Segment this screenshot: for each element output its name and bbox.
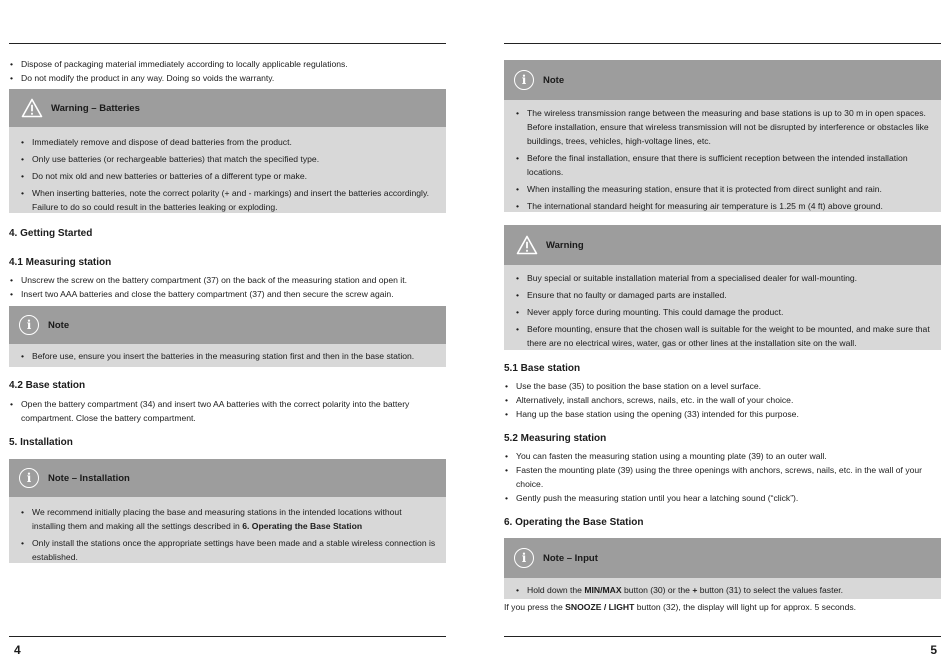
list-item: • Use the base (35) to position the base station on a level surface.	[504, 379, 941, 393]
section-heading: 5.2 Measuring station	[504, 433, 607, 444]
measuring-station-mount-list	[504, 449, 941, 505]
section-heading: 4.1 Measuring station	[9, 257, 112, 268]
warning-batteries-header	[9, 89, 446, 127]
list-item: • When inserting batteries, note the correct polarity (+ and - markings) and insert the batteries accordingly. Failure to do so could result in the batteries leaking or exploding.	[20, 186, 436, 214]
list-item: • Do not modify the product in any way. Doing so voids the warranty.	[9, 71, 446, 85]
page-number: 5	[930, 643, 937, 657]
note-list	[20, 349, 436, 366]
list-item: • Alternatively, install anchors, screws, nails, etc. in the wall of your choice.	[504, 393, 941, 407]
list-item: • Fasten the mounting plate (39) using the three openings with anchors, screws, nails, etc. in the wall of your choice.	[504, 463, 941, 491]
list-item: • Only install the stations once the appropriate settings have been made and a stable wireless connection is established.	[20, 536, 436, 564]
warning-triangle-icon	[21, 98, 43, 118]
note-input-list	[515, 583, 931, 600]
list-item: • Never apply force during mounting. This could damage the product.	[515, 305, 931, 319]
section-heading: 4. Getting Started	[9, 228, 93, 239]
bottom-rule	[9, 636, 446, 637]
list-item: • The wireless transmission range between the measuring and base stations is up to 30 m in open spaces. Before installation, ensure that wireless transmission will not be disrupted by interference or obstacles like buildings, trees, vehicles, high-voltage lines, etc.	[515, 106, 931, 148]
base-station-list	[9, 397, 446, 425]
measuring-station-list	[9, 273, 446, 301]
note-installation-list	[20, 505, 436, 567]
list-item: • Do not mix old and new batteries or batteries of a different type or make.	[20, 169, 436, 183]
list-item: • When installing the measuring station, ensure that it is protected from direct sunlight and rain.	[515, 182, 931, 196]
snooze-light-paragraph: If you press the SNOOZE / LIGHT button (32), the display will light up for approx. 5 seconds.	[504, 602, 857, 612]
section-heading: 4.2 Base station	[9, 380, 86, 391]
list-item: • Hang up the base station using the opening (33) intended for this purpose.	[504, 407, 941, 421]
page-number: 4	[14, 643, 21, 657]
box-title: Note – Installation	[48, 472, 130, 484]
list-item: • You can fasten the measuring station using a mounting plate (39) to an outer wall.	[504, 449, 941, 463]
section-heading: 5.1 Base station	[504, 363, 581, 374]
warning-mounting-body	[504, 265, 941, 350]
top-rule	[9, 43, 446, 44]
list-item: • Dispose of packaging material immediately according to locally applicable regulations.	[9, 57, 446, 71]
list-item: • Open the battery compartment (34) and insert two AA batteries with the correct polarity into the battery compartment. Close the battery compartment.	[9, 397, 446, 425]
list-item: • Insert two AAA batteries and close the battery compartment (37) and then secure the screw again.	[9, 287, 446, 301]
note-transmission-header	[504, 60, 941, 100]
warning-batteries-body	[9, 127, 446, 213]
right-page	[504, 0, 941, 670]
warning-mounting-list	[515, 271, 931, 353]
box-title: Note	[48, 319, 70, 331]
list-item: • Before the final installation, ensure that there is sufficient reception between the intended installation locations.	[515, 151, 931, 179]
base-station-mount-list	[504, 379, 941, 421]
box-title: Note – Input	[543, 552, 598, 564]
box-title: Warning – Batteries	[51, 102, 140, 114]
list-item: • Unscrew the screw on the battery compartment (37) on the back of the measuring station and open it.	[9, 273, 446, 287]
intro-list	[9, 57, 446, 85]
box-title: Note	[543, 74, 565, 86]
box-title: Warning	[546, 239, 584, 251]
warning-batteries-list	[20, 135, 436, 217]
list-item: • We recommend initially placing the base and measuring stations in the intended locations without installing them and making all the settings described in 6. Operating the Base Station	[20, 505, 436, 533]
note-transmission-body	[504, 100, 941, 212]
note-installation-body	[9, 497, 446, 563]
warning-triangle-icon	[516, 235, 538, 255]
list-item: • Before mounting, ensure that the chosen wall is suitable for the weight to be mounted, and make sure that there are no electrical wires, water, gas or other lines at the installation site on the wall.	[515, 322, 931, 350]
left-page	[9, 0, 446, 670]
bottom-rule	[504, 636, 941, 637]
list-item: • Hold down the MIN/MAX button (30) or the + button (31) to select the values faster.	[515, 583, 931, 597]
note-header	[9, 306, 446, 344]
top-rule	[504, 43, 941, 44]
note-input-header	[504, 538, 941, 578]
info-icon: i	[19, 315, 39, 335]
note-transmission-list	[515, 106, 931, 216]
warning-mounting-header	[504, 225, 941, 265]
info-icon: i	[514, 70, 534, 90]
note-installation-header	[9, 459, 446, 497]
list-item: • Buy special or suitable installation material from a specialised dealer for wall-mounting.	[515, 271, 931, 285]
section-heading: 6. Operating the Base Station	[504, 517, 644, 528]
list-item: • The international standard height for measuring air temperature is 1.25 m (4 ft) above ground.	[515, 199, 931, 213]
note-input-body	[504, 578, 941, 599]
list-item: • Gently push the measuring station until you hear a latching sound (“click”).	[504, 491, 941, 505]
info-icon: i	[19, 468, 39, 488]
section-heading: 5. Installation	[9, 437, 73, 448]
list-item: • Ensure that no faulty or damaged parts are installed.	[515, 288, 931, 302]
note-body	[9, 344, 446, 367]
list-item: • Immediately remove and dispose of dead batteries from the product.	[20, 135, 436, 149]
list-item: • Only use batteries (or rechargeable batteries) that match the specified type.	[20, 152, 436, 166]
info-icon: i	[514, 548, 534, 568]
list-item: • Before use, ensure you insert the batteries in the measuring station first and then in the base station.	[20, 349, 436, 363]
